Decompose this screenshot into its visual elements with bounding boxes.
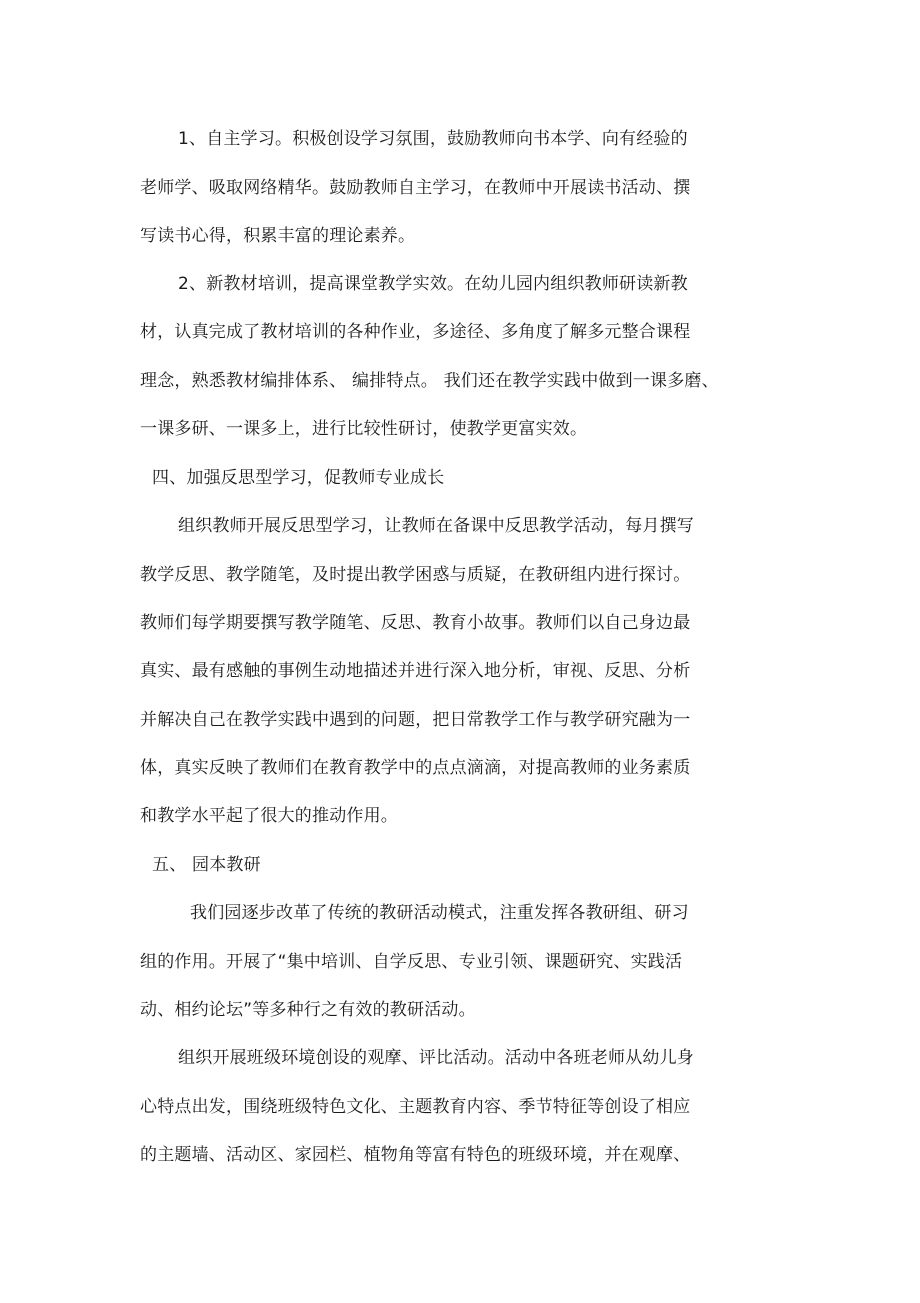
text-line: 1、自主学习。积极创设学习氛围，鼓励教师向书本学、向有经验的 <box>178 129 688 149</box>
text-line: 心特点出发，围绕班级特色文化、主题教育内容、季节特征等创设了相应 <box>140 1097 691 1117</box>
text-line: 并解决自己在教学实践中遇到的问题，把日常教学工作与教学研究融为一 <box>140 710 691 730</box>
text-line: 老师学、吸取网络精华。鼓励教师自主学习，在教师中开展读书活动、撰 <box>140 178 691 198</box>
text-line: 组的作用。开展了“集中培训、自学反思、专业引领、课题研究、实践活 <box>140 952 683 972</box>
text-line: 体，真实反映了教师们在教育教学中的点点滴滴，对提高教师的业务素质 <box>140 758 691 778</box>
text-line: 理念，熟悉教材编排体系、 编排特点。 我们还在教学实践中做到一课多磨、 <box>140 371 719 391</box>
text-line: 真实、最有感触的事例生动地描述并进行深入地分析，审视、反思、分析 <box>140 661 691 681</box>
text-line: 动、相约论坛”等多种行之有效的教研活动。 <box>140 1000 476 1020</box>
text-line: 教师们每学期要撰写教学随笔、反思、教育小故事。教师们以自己身边最 <box>140 613 691 633</box>
text-line: 教学反思、教学随笔，及时提出教学困惑与质疑，在教研组内进行探讨。 <box>140 565 691 585</box>
text-line: 2、新教材培训，提高课堂教学实效。在幼儿园内组织教师研读新教 <box>178 274 688 294</box>
section-heading: 五、 园本教研 <box>152 855 261 875</box>
text-line: 我们园逐步改革了传统的教研活动模式，注重发挥各教研组、研习 <box>190 903 689 923</box>
text-line: 材，认真完成了教材培训的各种作业，多途径、多角度了解多元整合课程 <box>140 322 691 342</box>
text-line: 组织教师开展反思型学习，让教师在备课中反思教学活动，每月撰写 <box>178 516 694 536</box>
text-line: 和教学水平起了很大的推动作用。 <box>140 806 398 826</box>
text-line: 的主题墙、活动区、家园栏、植物角等富有特色的班级环境，并在观摩、 <box>140 1145 691 1165</box>
text-line: 写读书心得，积累丰富的理论素养。 <box>140 226 416 246</box>
text-line: 一课多研、一课多上，进行比较性研讨，使教学更富实效。 <box>140 419 588 439</box>
text-line: 组织开展班级环境创设的观摩、评比活动。活动中各班老师从幼儿身 <box>178 1048 694 1068</box>
section-heading: 四、加强反思型学习，促教师专业成长 <box>152 468 445 488</box>
